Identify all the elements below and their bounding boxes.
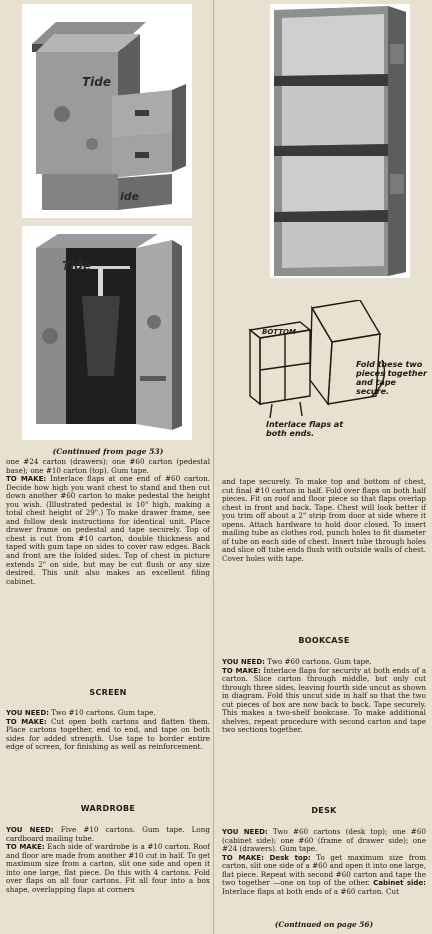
wardrobe-photo	[22, 226, 192, 440]
desk-need-label: YOU NEED:	[222, 828, 268, 836]
screen-need-label: YOU NEED:	[6, 709, 49, 717]
wardrobe-need-label: YOU NEED:	[6, 826, 54, 834]
desk-make-text: To get maximum size from carton, slit one side of a #60 and open it into one large, flat piece. Repeat with second #60 carton and tape the two together —one on top of the other.	[222, 852, 426, 888]
desk-text	[222, 828, 426, 896]
bookcase-need-label: YOU NEED:	[222, 658, 265, 666]
chest-brand-text: Tide	[82, 75, 112, 89]
chest-photo-illustration	[22, 4, 192, 218]
diagram-bottom-label: BOTTOM	[262, 328, 296, 336]
continued-on: (Continued on page 56)	[274, 920, 374, 929]
diagram-fold-note: Fold these two pieces together and tape secure.	[356, 360, 427, 396]
screen-heading: SCREEN	[89, 688, 127, 697]
bookcase-text	[222, 658, 426, 735]
wardrobe-need-text: Five #10 cartons. Gum tape. Long cardboard mailing tube.	[6, 825, 210, 843]
chest-make-label: TO MAKE:	[6, 475, 47, 484]
bookcase-photo	[270, 4, 410, 278]
desk-make-label: TO MAKE:	[222, 853, 264, 862]
desk-top-label: Desk top:	[269, 853, 311, 862]
screen-text	[6, 709, 210, 752]
continued-from: (Continued from page 53)	[52, 447, 164, 456]
bookcase-make-label: TO MAKE:	[222, 666, 261, 675]
desk-cabinet-text: Interlace flaps at both ends of a #60 carton. Cut	[222, 886, 399, 896]
chest-photo	[22, 4, 192, 218]
wardrobe-make-text: Each side of wardrobe is a #10 carton. Roof and floor are made from another #10 cut in half. To get maximum size from a carton, slit one side and open it into one large, flat piece. Do this with 4 cartons. Fold over flaps on all four cartons. Fit all four into a box shape, overlapping flaps at corners	[6, 842, 210, 894]
wardrobe-text	[6, 826, 210, 894]
screen-make-label: TO MAKE:	[6, 717, 47, 726]
wardrobe-make-label: TO MAKE:	[6, 843, 45, 852]
chest-need-paragraph: one #24 carton (drawers); one #60 carton (pedestal base); one #10 carton (top). Gum tape.	[6, 457, 210, 475]
desk-heading: DESK	[311, 806, 337, 815]
chest-make-text: Interlace flaps at one end of #60 carton. Decide how high you want chest to stand and then cut down another #60 carton to make pedestal the height you wish. (Illustrated pedestal is 10" high, making a total chest height of 29".) To make drawer frame, see and follow desk instructions for identical unit. Place drawer frame on pedestal and tape securely. Top of chest is cut from #10 carton, double thickness and taped with gum tape on sides to cover raw edges. Back and front are the folded sides. Top of chest in picture extends 2" on side, but may be cut flush or any size desired. This unit also makes an excellent filing cabinet.	[6, 474, 210, 586]
wardrobe-continued-text: and tape securely. To make top and bottom of chest, cut final #10 carton in half. Fold over flaps on both half pieces. Fit on roof and floor piece so that flaps overlap chest in front and back. Tape. Chest will look better if you trim off about a 2" strip from door at side where it opens. Attach hardware to hold door closed. To insert mailing tube as clothes rod, punch holes to fit diameter of tube on each side of chest. Insert tube through holes and slice off tube ends flush with outside walls of chest. Cover holes with tape.	[222, 477, 426, 563]
bookcase-diagram	[230, 300, 430, 470]
bookcase-photo-illustration	[270, 4, 410, 278]
screen-need-text: Two #10 cartons. Gum tape.	[51, 708, 156, 717]
diagram-interlace-note: Interlace flaps at both ends.	[266, 420, 344, 438]
chest-text	[6, 458, 210, 586]
wardrobe-photo-illustration	[22, 226, 192, 440]
svg-text:ide: ide	[120, 190, 140, 203]
bookcase-need-text: Two #60 cartons. Gum tape.	[267, 657, 372, 666]
screen-make-text: Cut open both cartons and flatten them. Place cartons together, end to end, and tape on both sides for added strength. Use tape to border entire edge of screen, for finishing as well as reinforcement.	[6, 716, 210, 752]
desk-need-text: Two #60 cartons (desk top); one #60 (cabinet side); one #60 (frame of drawer side); one #24 (drawers). Gum tape.	[222, 827, 426, 854]
wardrobe-brand-text: Tide	[62, 259, 92, 273]
bookcase-make-text: Interlace flaps for security at both ends of a carton. Slice carton through middle, but only cut through three sides, leaving fourth side uncut as shown in diagram. Fold this uncut side in half so that the two cut pieces of box are now back to back. Tape securely. This makes a two-shelf bookcase. To make additional shelves, repeat procedure with second carton and tape two sections together.	[222, 665, 426, 735]
bookcase-heading: BOOKCASE	[298, 636, 350, 645]
wardrobe-heading: WARDROBE	[80, 804, 136, 813]
desk-cabinet-label: Cabinet side:	[373, 879, 426, 888]
column-divider	[213, 0, 214, 934]
